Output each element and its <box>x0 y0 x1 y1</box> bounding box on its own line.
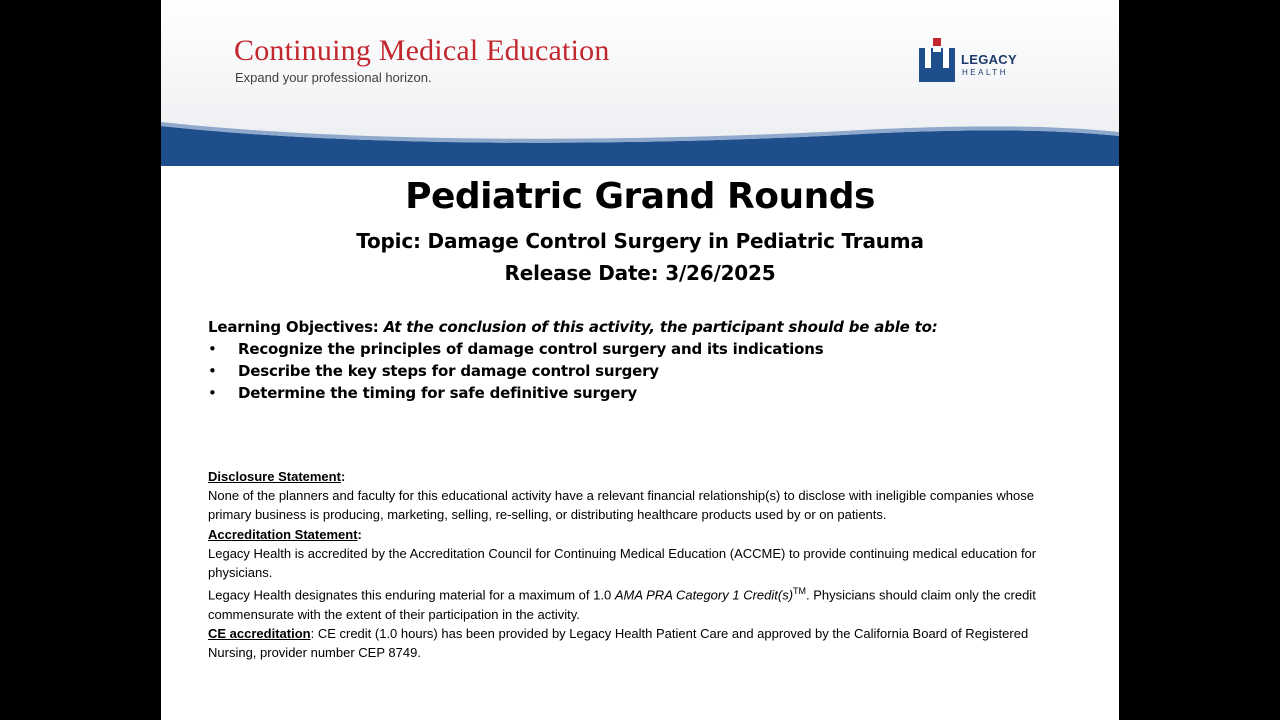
topic-line: Topic: Damage Control Surgery in Pediatric Trauma <box>356 229 924 253</box>
logo-subtext: HEALTH <box>962 68 1008 77</box>
slide <box>161 0 1119 720</box>
cme-tagline: Expand your professional horizon. <box>235 70 432 85</box>
bullet: • <box>208 362 217 380</box>
header-wave-band <box>161 110 1119 166</box>
accreditation-colon: : <box>357 526 362 542</box>
statements <box>208 467 1078 662</box>
ce-heading: CE accreditation <box>208 625 311 641</box>
objectives-label: Learning Objectives: <box>208 318 384 336</box>
objective-text: Determine the timing for safe definitive surgery <box>238 384 637 402</box>
disclosure-heading: Disclosure Statement <box>208 469 341 484</box>
accreditation-text-2 <box>208 582 1078 624</box>
accreditation-heading-line <box>208 525 1078 544</box>
objectives-list <box>208 340 1088 406</box>
accreditation-heading: Accreditation Statement <box>208 526 358 542</box>
credit-text-post: . Physicians should claim only the credit commensurate with the extent of their participation in the activity. <box>208 587 1036 622</box>
cme-title: Continuing Medical Education <box>234 34 610 67</box>
objective-text: Describe the key steps for damage control surgery <box>238 362 659 380</box>
bullet: • <box>208 384 217 402</box>
legacy-health-logo <box>919 38 1029 84</box>
logo-wordmark: LEGACY <box>961 52 1017 67</box>
disclosure-heading-line <box>208 467 1078 486</box>
objective-text: Recognize the principles of damage control surgery and its indications <box>238 340 824 358</box>
objective-item <box>208 384 1088 406</box>
objectives-intro <box>208 318 1088 340</box>
release-date: Release Date: 3/26/2025 <box>504 261 776 285</box>
objective-item <box>208 340 1088 362</box>
slide-header <box>161 0 1119 166</box>
trademark: TM <box>793 586 807 597</box>
bullet: • <box>208 340 217 358</box>
credit-type: AMA PRA Category 1 Credit(s) <box>614 587 794 603</box>
disclosure-colon: : <box>340 469 346 484</box>
accreditation-text-1: Legacy Health is accredited by the Accreditation Council for Continuing Medical Education (ACCME) to provide continuing medical education for physicians. <box>208 545 1037 581</box>
objectives-intro-text: At the conclusion of this activity, the participant should be able to: <box>383 318 938 336</box>
objective-item <box>208 362 1088 384</box>
legacy-logo-mark-icon <box>919 38 955 82</box>
page-title: Pediatric Grand Rounds <box>405 176 875 217</box>
ce-text: : CE credit (1.0 hours) has been provided by Legacy Health Patient Care and approved by the California Board of Registered Nursing, provider number CEP 8749. <box>208 625 1029 661</box>
disclosure-text: None of the planners and faculty for this educational activity have a relevant financial relationship(s) to disclose with ineligible companies whose primary business is producing, marketing, selling, re-selling, or distributing healthcare products used by or on patients. <box>208 488 1034 523</box>
ce-accreditation <box>208 624 1078 662</box>
learning-objectives <box>208 318 1088 406</box>
credit-text-pre: Legacy Health designates this enduring material for a maximum of 1.0 <box>208 587 615 603</box>
